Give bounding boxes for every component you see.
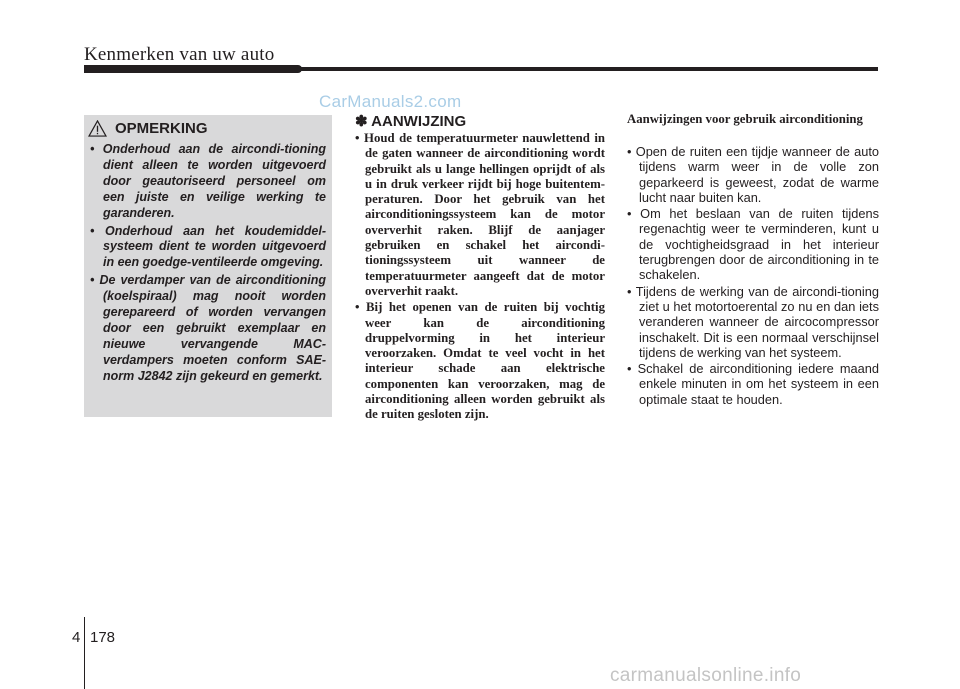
section-item: • Om het beslaan van de ruiten tijdens regenachtig weer te verminderen, kunt u de vochtigheidsgraad in het interieur terugbrengen door de airconditioning in te schakelen. <box>627 206 879 283</box>
page-number: 178 <box>90 629 116 646</box>
note-item: • De verdamper van de airconditioning (koelspiraal) mag nooit worden gerepareerd of worden vervangen door een gebruikt exemplaar en nieuwe vervangende MAC-verdampers moeten conform SAE-norm J2842 zijn gekeurd en gemerkt. <box>90 273 326 383</box>
note-list <box>90 142 326 387</box>
note-item: • Onderhoud aan de aircondi-tioning dient alleen te worden uitgevoerd door geautoriseerd personeel om een juiste en veilige werking te garanderen. <box>90 142 326 220</box>
tip-item: • Houd de temperatuurmeter nauwlettend in de gaten wanneer de airconditioning wordt gebruikt als u lange hellingen oprijdt of als u in druk verkeer rijdt bij hoge buitentem-peraturen. Door het gebruik van het airconditioningssysteem kan de motor oververhit raken. Blijf de aanjager gebruiken en schakel het aircondi-tioningssysteem uit wanneer de temperatuurmeter aangeeft dat de motor oververhit raakt. <box>355 131 605 298</box>
tip-list <box>355 131 605 424</box>
page-divider <box>84 617 85 689</box>
tip-item: • Bij het openen van de ruiten bij vochtig weer kan de airconditioning druppelvorming in het interieur veroorzaken. Omdat te veel vocht in het interieur schade aan elektrische componenten kan veroorzaken, mag de airconditioning alleen worden gebruikt als de ruiten gesloten zijn. <box>355 300 605 422</box>
section-item: • Schakel de airconditioning iedere maand enkele minuten in om het systeem in een optimale staat te houden. <box>627 361 879 407</box>
page-header-title: Kenmerken van uw auto <box>84 44 275 65</box>
warning-triangle-icon <box>88 120 107 137</box>
section-item: • Open de ruiten een tijdje wanneer de auto tijdens warm weer in de volle zon geparkeerd is geweest, zodat de warme lucht naar buiten kan. <box>627 144 879 205</box>
tip-title: ✽ AANWIJZING <box>355 113 467 130</box>
section-item: • Tijdens de werking van de aircondi-tioning ziet u het motortoerental zo nu en dan iets veranderen wanneer de aircocompressor inschakelt. Dit is een normaal verschijnsel tijdens de werking van het systeem. <box>627 283 879 360</box>
footer-watermark: carmanualsonline.info <box>610 665 802 686</box>
watermark-top: CarManuals2.com <box>319 92 462 111</box>
note-title: OPMERKING <box>115 120 208 137</box>
note-heading <box>88 120 208 137</box>
note-item: • Onderhoud aan het koudemiddel-systeem dient te worden uitgevoerd in een goedge-ventileerde omgeving. <box>90 223 326 270</box>
section-list <box>627 144 879 408</box>
chapter-number: 4 <box>72 629 81 646</box>
header-rule <box>84 67 878 71</box>
section-heading: Aanwijzingen voor gebruik airconditioning <box>627 112 863 126</box>
